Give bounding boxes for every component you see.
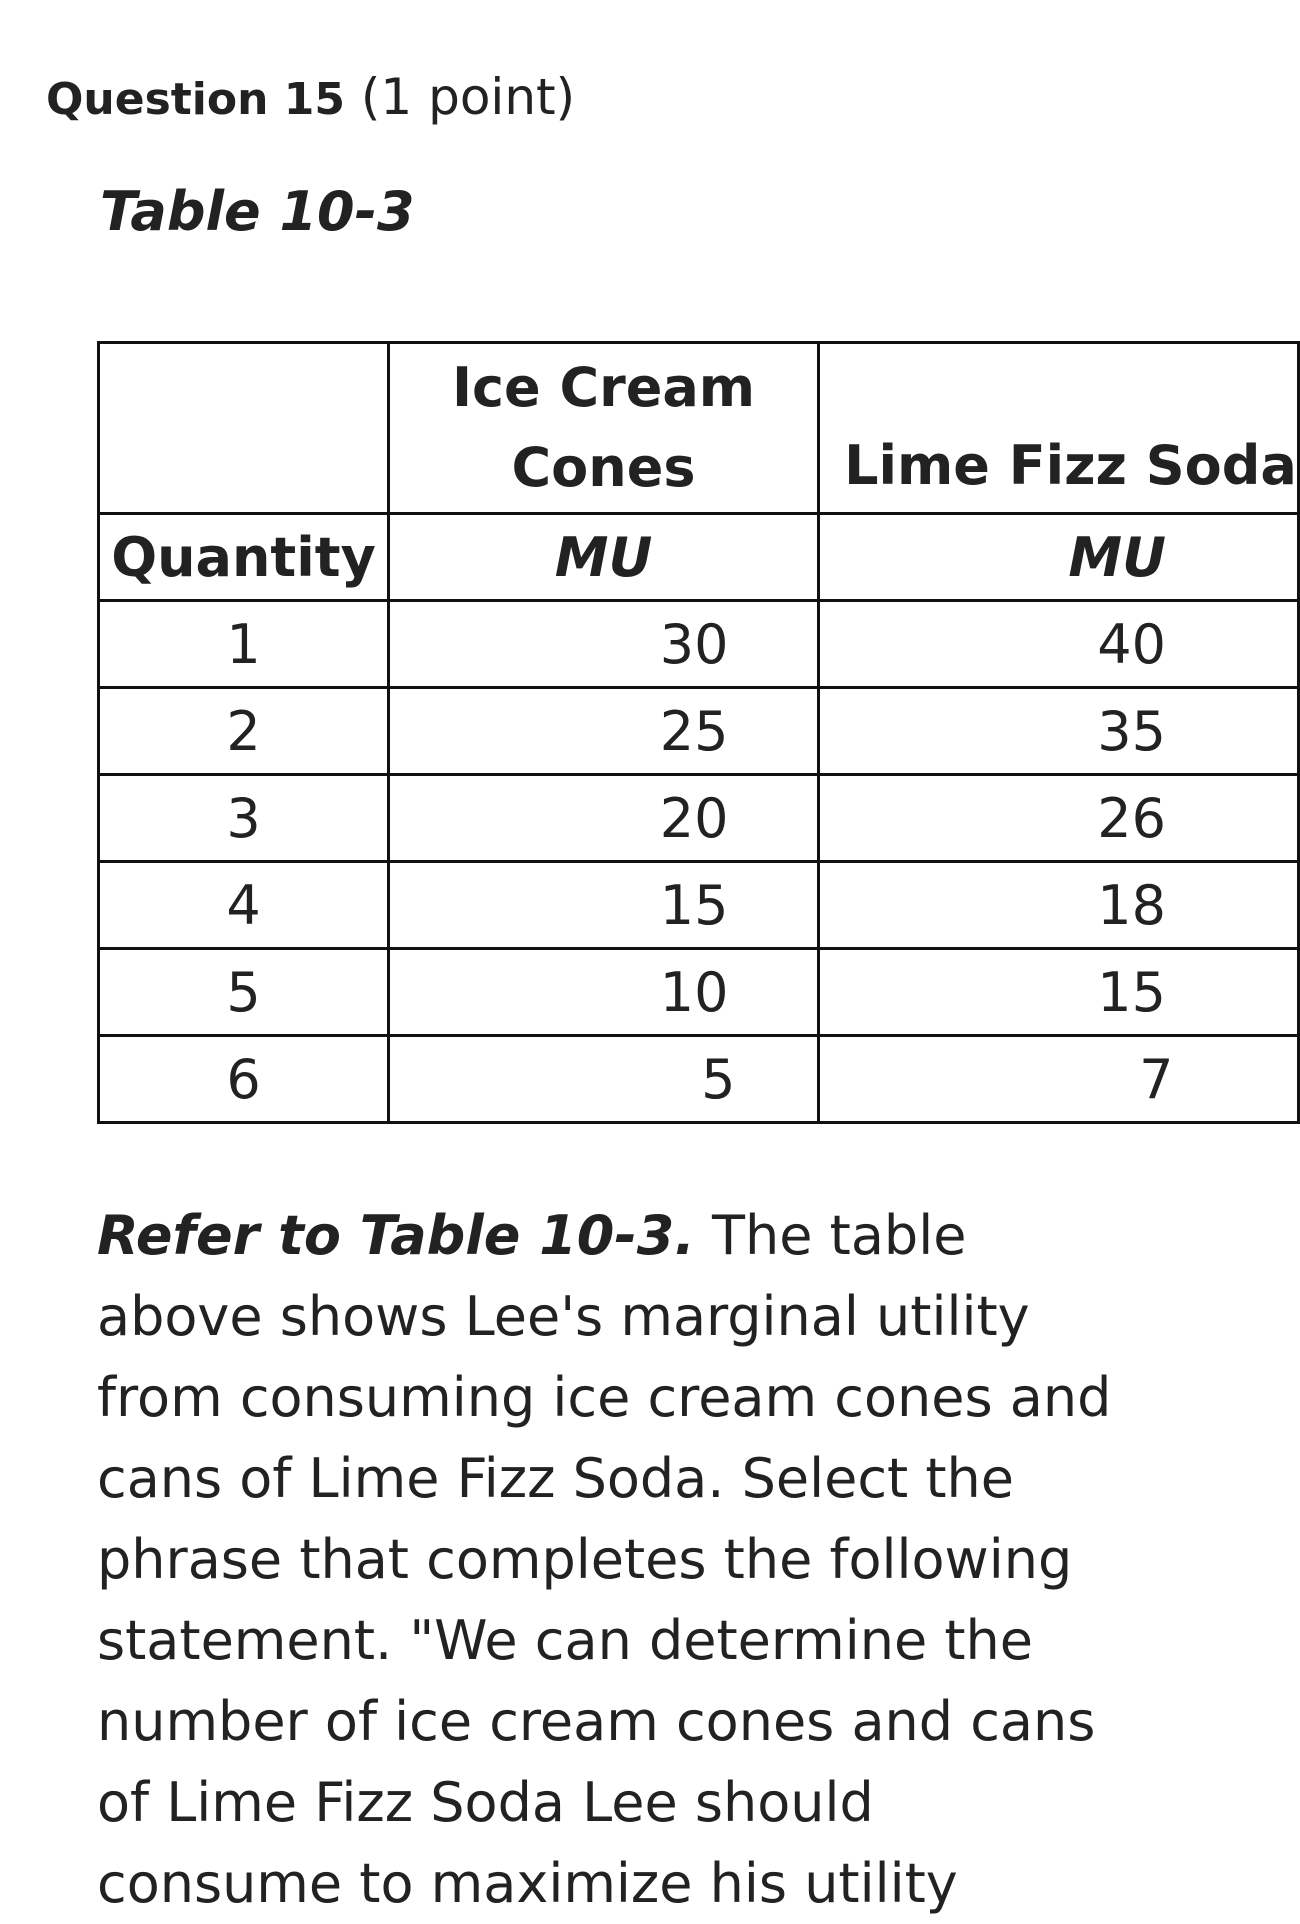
cell-value: 30 [659, 612, 729, 676]
table-container [97, 341, 1297, 1117]
cell-value: 26 [1097, 786, 1166, 850]
quantity-cell: 3 [99, 775, 389, 862]
question-number: Question 15 [46, 74, 345, 125]
quantity-cell: 5 [99, 949, 389, 1036]
question-text [97, 1195, 1127, 1924]
mu-header-label: MU [1068, 525, 1166, 589]
cell-value: 40 [1097, 612, 1166, 676]
cones-mu-cell [389, 862, 819, 949]
cell-value: 15 [1097, 960, 1166, 1024]
cell-value: 25 [659, 699, 729, 763]
table-row [99, 601, 1299, 688]
soda-mu-cell [819, 688, 1299, 775]
column-header-ice-cream-cones [389, 343, 819, 514]
table-title: Table 10-3 [100, 180, 415, 243]
column-header-lime-fizz-soda [819, 343, 1299, 514]
table-row [99, 949, 1299, 1036]
mu-header-cones: MU [389, 514, 819, 601]
table-row [99, 862, 1299, 949]
quantity-cell: 4 [99, 862, 389, 949]
cell-value: 35 [1097, 699, 1166, 763]
cones-mu-cell [389, 1036, 819, 1123]
table-row [99, 775, 1299, 862]
cones-mu-cell [389, 775, 819, 862]
quantity-header: Quantity [99, 514, 389, 601]
cones-mu-cell [389, 601, 819, 688]
cell-value: 7 [1139, 1047, 1174, 1111]
soda-mu-cell [819, 775, 1299, 862]
mu-header-soda [819, 514, 1299, 601]
question-body: The table above shows Lee's marginal utility from consuming ice cream cones and cans of Lime Fizz Soda. Select the phrase that completes the following statement. "We can determine the number of ice cream cones and cans of Lime Fizz Soda Lee should consume to maximize his utility [97, 1204, 1112, 1915]
question-header [46, 58, 575, 139]
table-corner-cell [99, 343, 389, 514]
cell-value: 10 [659, 960, 729, 1024]
cell-value: 18 [1097, 873, 1166, 937]
column-header-line: Cones [511, 436, 696, 499]
cell-value: 20 [659, 786, 729, 850]
quantity-cell: 2 [99, 688, 389, 775]
quantity-cell: 1 [99, 601, 389, 688]
cones-mu-cell [389, 688, 819, 775]
column-header-line: Ice Cream [451, 356, 756, 419]
cones-mu-cell [389, 949, 819, 1036]
quantity-cell: 6 [99, 1036, 389, 1123]
cell-value: 5 [701, 1047, 736, 1111]
table-row [99, 688, 1299, 775]
refer-to-table: Refer to Table 10-3. [97, 1204, 695, 1267]
table-header-row [99, 343, 1299, 514]
soda-mu-cell [819, 862, 1299, 949]
table-row [99, 1036, 1299, 1123]
cell-value: 15 [659, 873, 729, 937]
marginal-utility-table [97, 341, 1300, 1124]
soda-mu-cell [819, 949, 1299, 1036]
soda-mu-cell [819, 1036, 1299, 1123]
soda-mu-cell [819, 601, 1299, 688]
question-points: (1 point) [360, 68, 576, 126]
table-subheader-row [99, 514, 1299, 601]
column-header-label: Lime Fizz Soda [844, 434, 1297, 497]
